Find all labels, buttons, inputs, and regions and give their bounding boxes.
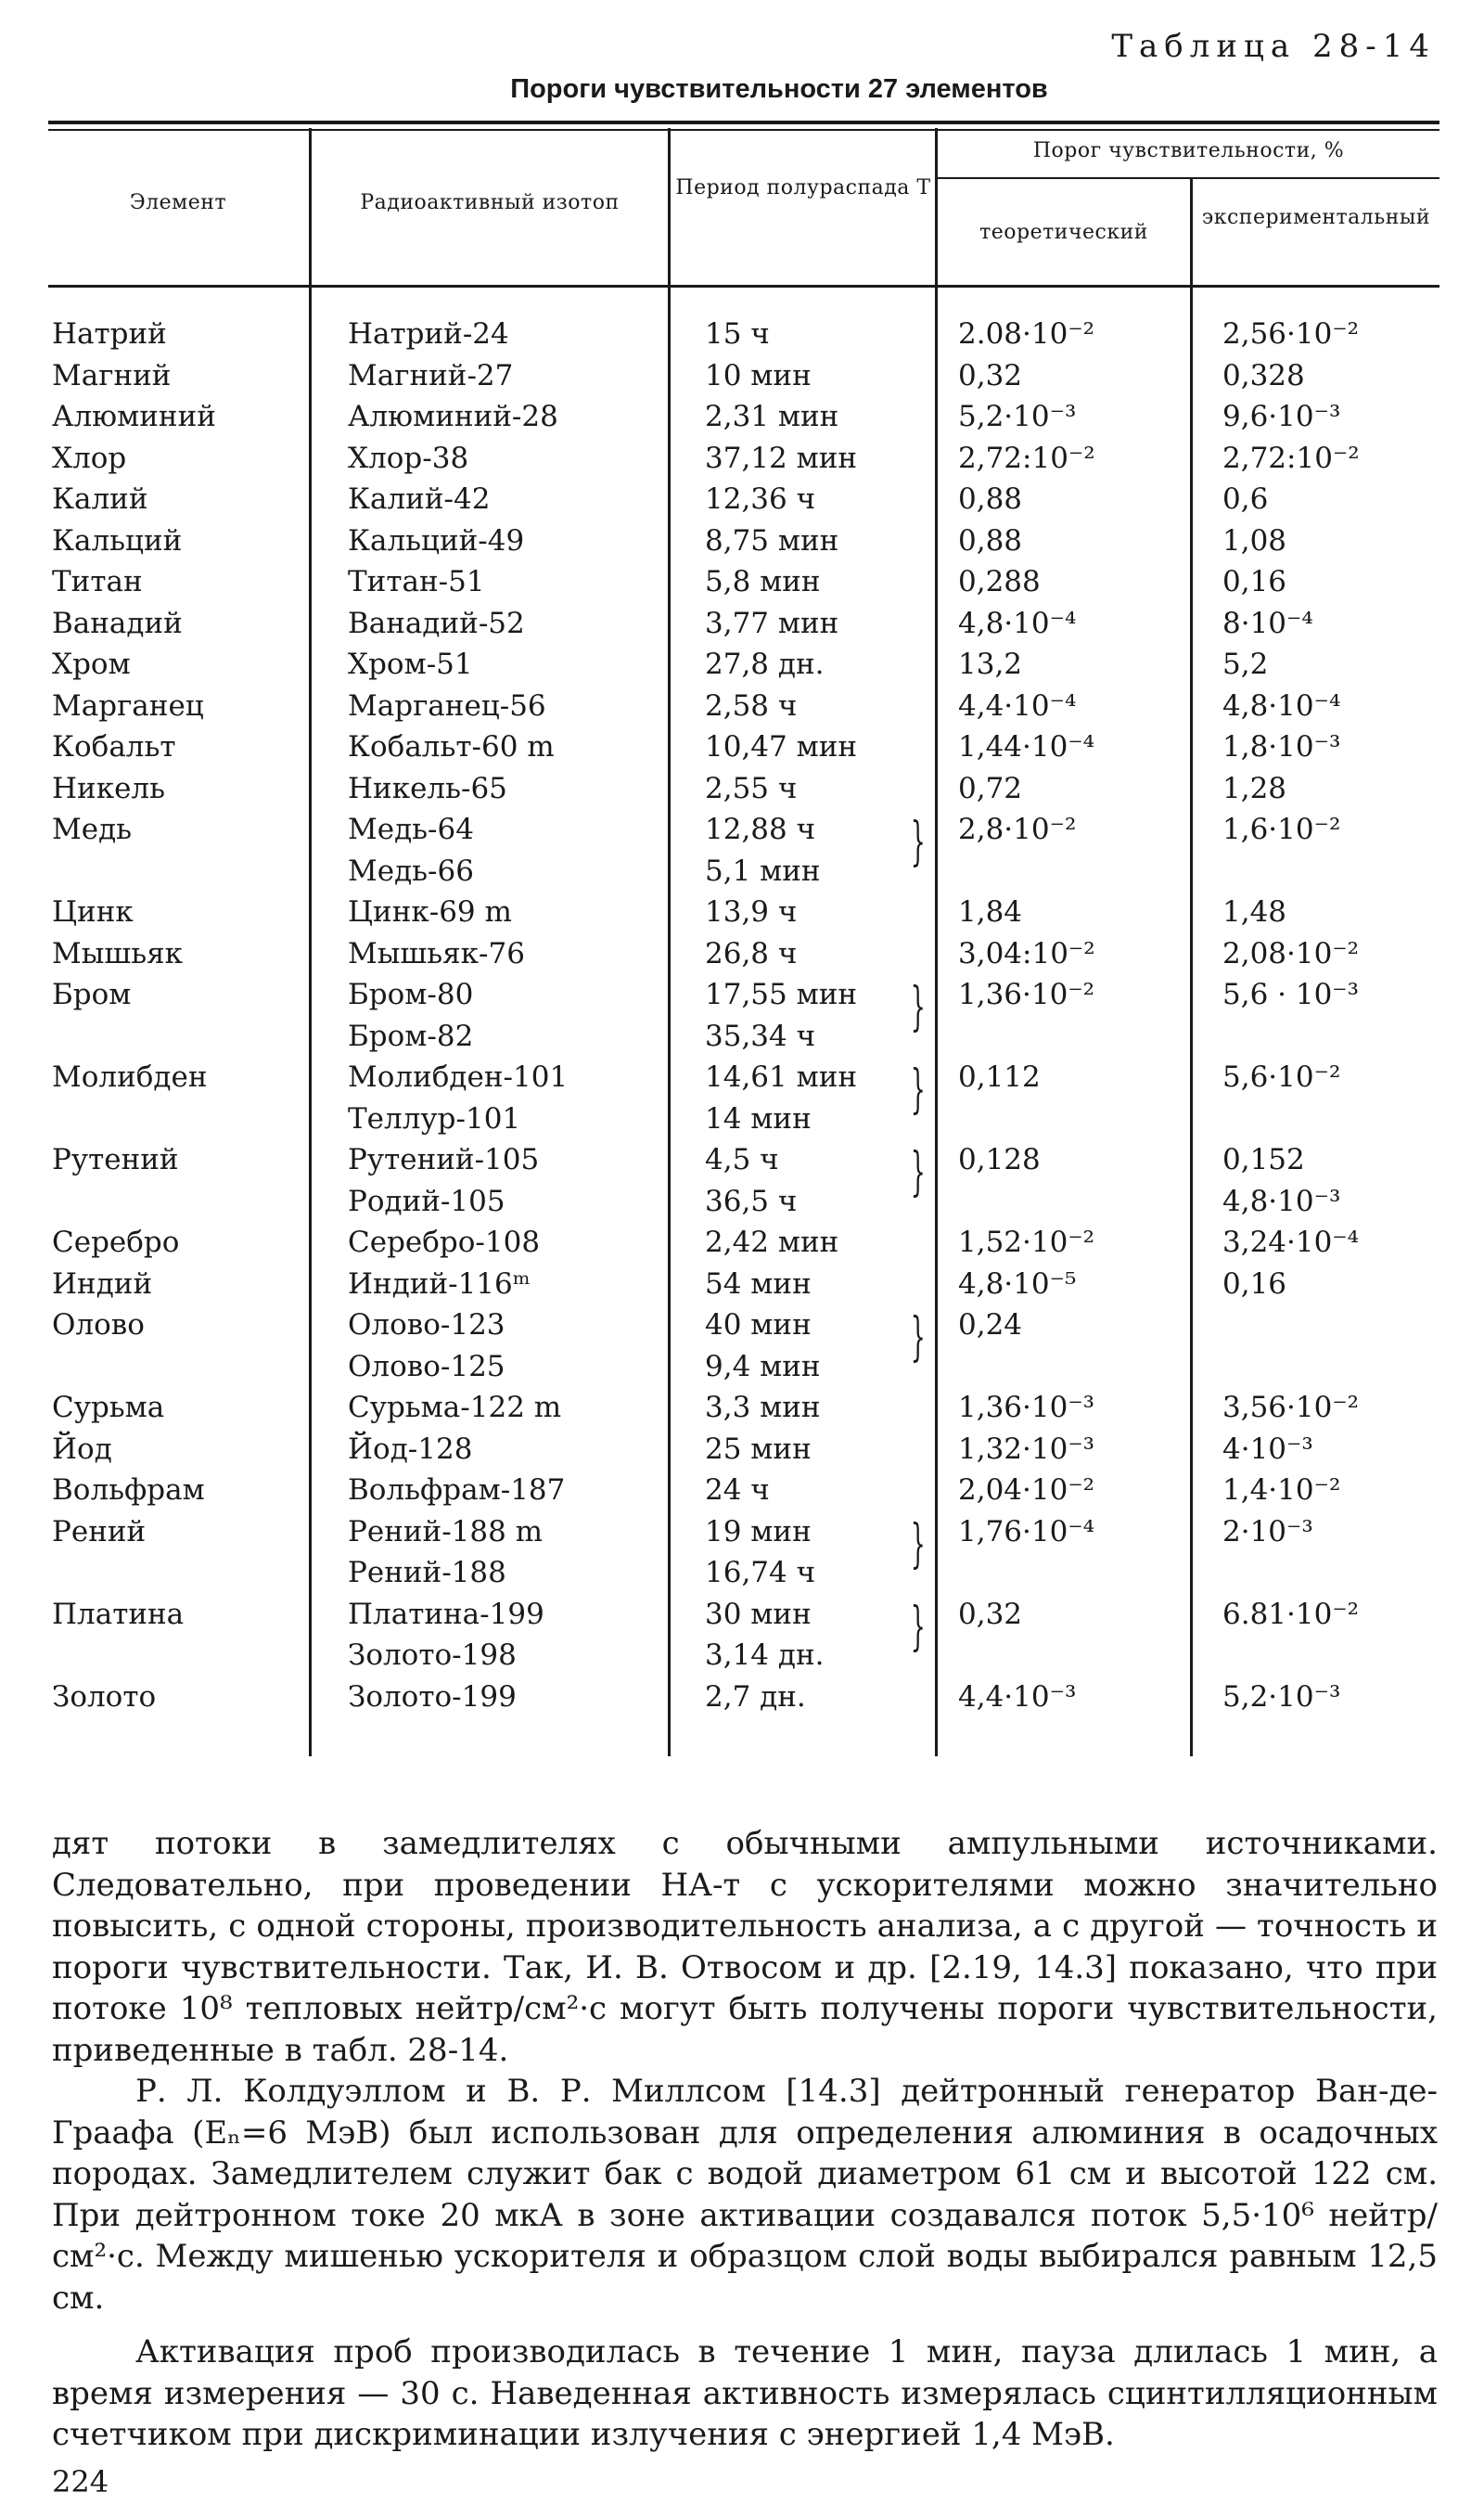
half-life-cell: 16,74 ч xyxy=(705,1556,816,1589)
half-life-cell: 2,55 ч xyxy=(705,771,798,805)
experimental-threshold-cell: 4·10⁻³ xyxy=(1222,1432,1313,1466)
table-row xyxy=(0,1181,1484,1223)
group-brace: } xyxy=(910,1142,926,1202)
isotope-cell: Платина-199 xyxy=(348,1597,544,1631)
group-brace: } xyxy=(910,812,926,872)
header-experimental: экспериментальный xyxy=(1201,206,1431,229)
experimental-threshold-cell: 4,8·10⁻⁴ xyxy=(1222,688,1341,723)
theoretical-threshold-cell: 4,8·10⁻⁵ xyxy=(958,1266,1077,1301)
theoretical-threshold-cell: 0,32 xyxy=(958,1597,1023,1631)
isotope-cell: Золото-199 xyxy=(348,1679,517,1714)
table-row xyxy=(0,1222,1484,1264)
experimental-threshold-cell: 5,2 xyxy=(1222,648,1269,681)
element-cell: Медь xyxy=(52,813,133,846)
isotope-cell: Калий-42 xyxy=(348,482,491,516)
isotope-cell: Хром-51 xyxy=(348,648,473,681)
table-row xyxy=(0,355,1484,397)
half-life-cell: 25 мин xyxy=(705,1432,812,1466)
isotope-cell: Алюминий-28 xyxy=(348,400,558,433)
element-cell: Йод xyxy=(52,1432,112,1466)
group-brace: } xyxy=(910,1513,926,1574)
experimental-threshold-cell: 1,28 xyxy=(1222,771,1287,805)
half-life-cell: 30 мин xyxy=(705,1597,812,1631)
experimental-threshold-cell: 5,2·10⁻³ xyxy=(1222,1679,1341,1714)
element-cell: Сурьма xyxy=(52,1391,165,1424)
isotope-cell: Йод-128 xyxy=(348,1432,473,1466)
table-row xyxy=(0,1677,1484,1718)
isotope-cell: Олово-123 xyxy=(348,1308,505,1342)
half-life-cell: 8,75 мин xyxy=(705,523,839,558)
element-cell: Натрий xyxy=(52,317,167,351)
group-brace: } xyxy=(910,1060,926,1120)
element-cell: Никель xyxy=(52,771,165,805)
header-theoretical: теоретический xyxy=(979,221,1148,244)
half-life-cell: 24 ч xyxy=(705,1473,770,1507)
theoretical-threshold-cell: 1,36·10⁻³ xyxy=(958,1391,1095,1424)
element-cell: Олово xyxy=(52,1308,145,1342)
half-life-cell: 15 ч xyxy=(705,317,770,351)
group-brace: } xyxy=(910,1307,926,1368)
half-life-cell: 19 мин xyxy=(705,1514,812,1548)
table-row xyxy=(0,479,1484,520)
isotope-cell: Теллур-101 xyxy=(348,1101,521,1136)
half-life-cell: 3,77 мин xyxy=(705,606,839,640)
experimental-threshold-cell: 2,72:10⁻² xyxy=(1222,441,1360,475)
theoretical-threshold-cell: 0,128 xyxy=(958,1143,1041,1176)
element-cell: Бром xyxy=(52,978,132,1011)
isotope-cell: Серебро-108 xyxy=(348,1226,541,1259)
header-element: Элемент xyxy=(129,191,227,214)
table-body xyxy=(0,314,1484,1717)
theoretical-threshold-cell: 0,288 xyxy=(958,565,1041,598)
isotope-cell: Кобальт-60 m xyxy=(348,730,555,764)
table-row xyxy=(0,314,1484,355)
theoretical-threshold-cell: 1,84 xyxy=(958,895,1023,929)
element-cell: Индий xyxy=(52,1266,153,1301)
element-cell: Кальций xyxy=(52,523,183,558)
isotope-cell: Кальций-49 xyxy=(348,523,525,558)
isotope-cell: Молибден-101 xyxy=(348,1060,569,1094)
table-row xyxy=(0,686,1484,727)
element-cell: Калий xyxy=(52,482,148,516)
half-life-cell: 12,88 ч xyxy=(705,813,816,846)
isotope-cell: Никель-65 xyxy=(348,771,507,805)
half-life-cell: 10,47 мин xyxy=(705,730,858,764)
experimental-threshold-cell: 1,4·10⁻² xyxy=(1222,1473,1341,1507)
theoretical-threshold-cell: 1,52·10⁻² xyxy=(958,1226,1095,1259)
isotope-cell: Натрий-24 xyxy=(348,317,509,351)
experimental-threshold-cell: 4,8·10⁻³ xyxy=(1222,1184,1341,1218)
isotope-cell: Титан-51 xyxy=(348,565,485,598)
threshold-subheader-rule xyxy=(938,177,1439,179)
half-life-cell: 35,34 ч xyxy=(705,1019,816,1053)
isotope-cell: Сурьма-122 m xyxy=(348,1391,562,1424)
header-period: Период полураспада T xyxy=(675,176,931,199)
theoretical-threshold-cell: 4,4·10⁻⁴ xyxy=(958,688,1077,723)
element-cell: Хлор xyxy=(52,441,127,475)
element-cell: Рутений xyxy=(52,1143,179,1176)
half-life-cell: 5,8 мин xyxy=(705,565,821,598)
paragraph: дят потоки в замедлителях с обычными ампульными источниками. Следовательно, при проведении НА-т с ускорителями можно значительно повысить, с одной стороны, производительность анализа, а с другой — точность и пороги чувствительности. Так, И. В. Отвосом и др. [2.19, 14.3] показано, что при потоке 10⁸ тепловых нейтр/см²·с могут быть получены пороги чувствительности, приведенные в табл. 28-14. xyxy=(52,1825,1438,2069)
table-row xyxy=(0,1470,1484,1511)
table-row xyxy=(0,1346,1484,1388)
table-row xyxy=(0,1016,1484,1058)
experimental-threshold-cell: 0,16 xyxy=(1222,565,1287,598)
half-life-cell: 3,14 дн. xyxy=(705,1638,825,1672)
element-cell: Ванадий xyxy=(52,606,183,640)
isotope-cell: Бром-80 xyxy=(348,978,474,1011)
theoretical-threshold-cell: 2,8·10⁻² xyxy=(958,813,1077,846)
half-life-cell: 2,7 дн. xyxy=(705,1679,806,1714)
half-life-cell: 4,5 ч xyxy=(705,1143,779,1176)
isotope-cell: Индий-116ᵐ xyxy=(348,1266,531,1301)
table-row xyxy=(0,1264,1484,1305)
table-row xyxy=(0,1387,1484,1429)
table-row xyxy=(0,1429,1484,1471)
isotope-cell: Марганец-56 xyxy=(348,688,546,723)
isotope-cell: Вольфрам-187 xyxy=(348,1473,566,1507)
theoretical-threshold-cell: 3,04:10⁻² xyxy=(958,936,1095,970)
element-cell: Рений xyxy=(52,1514,147,1548)
theoretical-threshold-cell: 13,2 xyxy=(958,648,1023,681)
table-row xyxy=(0,438,1484,480)
isotope-cell: Медь-66 xyxy=(348,854,474,888)
table-title: Пороги чувствительности 27 элементов xyxy=(510,74,1048,104)
experimental-threshold-cell: 0,152 xyxy=(1222,1143,1305,1176)
half-life-cell: 2,42 мин xyxy=(705,1226,839,1259)
element-cell: Титан xyxy=(52,565,143,598)
theoretical-threshold-cell: 2,72:10⁻² xyxy=(958,441,1095,475)
isotope-cell: Ванадий-52 xyxy=(348,606,525,640)
isotope-cell: Олово-125 xyxy=(348,1349,505,1383)
table-row xyxy=(0,603,1484,645)
table-top-rule xyxy=(48,121,1439,124)
isotope-cell: Медь-64 xyxy=(348,813,474,846)
isotope-cell: Хлор-38 xyxy=(348,441,469,475)
half-life-cell: 14 мин xyxy=(705,1101,812,1136)
isotope-cell: Рутений-105 xyxy=(348,1143,540,1176)
half-life-cell: 9,4 мин xyxy=(705,1349,821,1383)
table-row xyxy=(0,1635,1484,1677)
table-label: Таблица 28-14 xyxy=(1111,28,1436,65)
element-cell: Молибден xyxy=(52,1060,208,1094)
table-row xyxy=(0,396,1484,438)
group-brace: } xyxy=(910,1596,926,1657)
isotope-cell: Магний-27 xyxy=(348,358,514,392)
paragraph: Активация проб производилась в течение 1 мин, пауза длилась 1 мин, а время измерения — 30 с. Наведенная активность измерялась сцинтилляционным счетчиком при дискриминации излучения с энергией 1,4 МэВ. xyxy=(52,2333,1438,2453)
theoretical-threshold-cell: 0,88 xyxy=(958,523,1023,558)
element-cell: Платина xyxy=(52,1597,185,1631)
experimental-threshold-cell: 0,6 xyxy=(1222,482,1269,516)
theoretical-threshold-cell: 1,36·10⁻² xyxy=(958,978,1095,1011)
theoretical-threshold-cell: 1,32·10⁻³ xyxy=(958,1432,1095,1466)
table-header-rule xyxy=(48,285,1439,288)
element-cell: Золото xyxy=(52,1679,157,1714)
theoretical-threshold-cell: 1,76·10⁻⁴ xyxy=(958,1514,1095,1548)
body-text xyxy=(52,1823,1438,2456)
isotope-cell: Рений-188 m xyxy=(348,1514,544,1548)
theoretical-threshold-cell: 5,2·10⁻³ xyxy=(958,400,1077,433)
half-life-cell: 3,3 мин xyxy=(705,1391,821,1424)
theoretical-threshold-cell: 4,8·10⁻⁴ xyxy=(958,606,1077,640)
table-row xyxy=(0,644,1484,686)
table-row xyxy=(0,520,1484,562)
half-life-cell: 26,8 ч xyxy=(705,936,798,970)
isotope-cell: Родий-105 xyxy=(348,1184,505,1218)
experimental-threshold-cell: 1,48 xyxy=(1222,895,1287,929)
element-cell: Серебро xyxy=(52,1226,180,1259)
element-cell: Алюминий xyxy=(52,400,216,433)
half-life-cell: 13,9 ч xyxy=(705,895,798,929)
group-brace: } xyxy=(910,977,926,1037)
experimental-threshold-cell: 2,08·10⁻² xyxy=(1222,936,1360,970)
half-life-cell: 2,31 мин xyxy=(705,400,839,433)
isotope-cell: Цинк-69 m xyxy=(348,895,512,929)
experimental-threshold-cell: 8·10⁻⁴ xyxy=(1222,606,1313,640)
table-row xyxy=(0,1552,1484,1594)
theoretical-threshold-cell: 0,72 xyxy=(958,771,1023,805)
table-row xyxy=(0,933,1484,975)
table-row xyxy=(0,561,1484,603)
experimental-threshold-cell: 1,08 xyxy=(1222,523,1287,558)
half-life-cell: 40 мин xyxy=(705,1308,812,1342)
element-cell: Мышьяк xyxy=(52,936,184,970)
experimental-threshold-cell: 1,8·10⁻³ xyxy=(1222,730,1341,764)
page-number: 224 xyxy=(52,2464,109,2499)
half-life-cell: 2,58 ч xyxy=(705,688,798,723)
isotope-cell: Золото-198 xyxy=(348,1638,517,1672)
theoretical-threshold-cell: 0,112 xyxy=(958,1060,1041,1094)
theoretical-threshold-cell: 0,24 xyxy=(958,1308,1023,1342)
half-life-cell: 12,36 ч xyxy=(705,482,816,516)
isotope-cell: Бром-82 xyxy=(348,1019,474,1053)
header-isotope: Радиоактивный изотоп xyxy=(360,191,620,214)
isotope-cell: Мышьяк-76 xyxy=(348,936,525,970)
element-cell: Вольфрам xyxy=(52,1473,205,1507)
experimental-threshold-cell: 9,6·10⁻³ xyxy=(1222,400,1341,433)
half-life-cell: 17,55 мин xyxy=(705,978,858,1011)
experimental-threshold-cell: 3,24·10⁻⁴ xyxy=(1222,1226,1360,1259)
half-life-cell: 37,12 мин xyxy=(705,441,858,475)
element-cell: Хром xyxy=(52,648,131,681)
element-cell: Марганец xyxy=(52,688,204,723)
table-row xyxy=(0,851,1484,893)
table-row xyxy=(0,726,1484,768)
theoretical-threshold-cell: 0,32 xyxy=(958,358,1023,392)
half-life-cell: 5,1 мин xyxy=(705,854,821,888)
experimental-threshold-cell: 1,6·10⁻² xyxy=(1222,813,1341,846)
theoretical-threshold-cell: 4,4·10⁻³ xyxy=(958,1679,1077,1714)
element-cell: Кобальт xyxy=(52,730,176,764)
table-top-rule-2 xyxy=(48,129,1439,131)
table-row xyxy=(0,1098,1484,1140)
half-life-cell: 54 мин xyxy=(705,1266,812,1301)
header-threshold: Порог чувствительности, % xyxy=(1032,139,1345,162)
isotope-cell: Рений-188 xyxy=(348,1556,506,1589)
paragraph: Р. Л. Колдуэллом и В. Р. Миллсом [14.3] дейтронный генератор Ван-де-Граафа (Eₙ=6 МэВ) был использован для определения алюминия в осадочных породах. Замедлителем служит бак с водой диаметром 61 см и высотой 122 см. При дейтронном токе 20 мкА в зоне активации создавался поток 5,5·10⁶ нейтр/см²·с. Между мишенью ускорителя и образцом слой воды выбирался равным 12,5 см. xyxy=(52,2073,1438,2317)
theoretical-threshold-cell: 0,88 xyxy=(958,482,1023,516)
theoretical-threshold-cell: 1,44·10⁻⁴ xyxy=(958,730,1095,764)
element-cell: Магний xyxy=(52,358,172,392)
element-cell: Цинк xyxy=(52,895,134,929)
experimental-threshold-cell: 6.81·10⁻² xyxy=(1222,1597,1360,1631)
half-life-cell: 36,5 ч xyxy=(705,1184,798,1218)
half-life-cell: 10 мин xyxy=(705,358,812,392)
experimental-threshold-cell: 0,328 xyxy=(1222,358,1305,392)
table-row xyxy=(0,892,1484,933)
experimental-threshold-cell: 5,6·10⁻² xyxy=(1222,1060,1341,1094)
experimental-threshold-cell: 2,56·10⁻² xyxy=(1222,317,1360,351)
experimental-threshold-cell: 0,16 xyxy=(1222,1266,1287,1301)
experimental-threshold-cell: 2·10⁻³ xyxy=(1222,1514,1313,1548)
half-life-cell: 14,61 мин xyxy=(705,1060,858,1094)
theoretical-threshold-cell: 2.08·10⁻² xyxy=(958,317,1095,351)
experimental-threshold-cell: 5,6 · 10⁻³ xyxy=(1222,978,1360,1011)
half-life-cell: 27,8 дн. xyxy=(705,648,825,681)
theoretical-threshold-cell: 2,04·10⁻² xyxy=(958,1473,1095,1507)
table-row xyxy=(0,768,1484,810)
experimental-threshold-cell: 3,56·10⁻² xyxy=(1222,1391,1360,1424)
